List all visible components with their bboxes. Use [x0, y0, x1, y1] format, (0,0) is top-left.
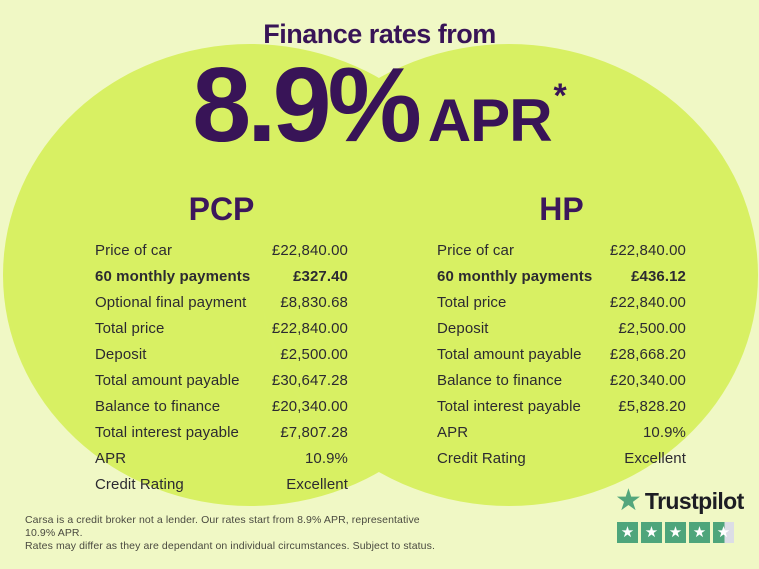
table-row	[437, 367, 686, 393]
hp-table	[437, 193, 686, 471]
table-row	[437, 419, 686, 445]
disclaimer-line-2: Rates may differ as they are dependant on individual circumstances. Subject to status.	[25, 540, 435, 553]
row-value: Excellent	[286, 475, 348, 493]
rating-star-box: ★	[641, 522, 662, 543]
pcp-table-title: PCP	[188, 191, 255, 227]
row-value: £7,807.28	[280, 423, 348, 441]
trustpilot-star-icon: ★	[615, 484, 642, 517]
table-row	[437, 263, 686, 289]
row-label: Total interest payable	[95, 423, 239, 441]
table-row	[437, 341, 686, 367]
disclaimer-text	[25, 514, 445, 553]
row-label: Total amount payable	[95, 371, 240, 389]
table-row	[95, 263, 348, 289]
row-value: £22,840.00	[271, 241, 348, 259]
rate-value: 8.9%	[192, 46, 418, 164]
pcp-table	[95, 193, 348, 497]
row-value: £22,840.00	[609, 293, 686, 311]
row-value: £28,668.20	[609, 345, 686, 363]
row-label: Credit Rating	[437, 449, 526, 467]
row-value: £22,840.00	[271, 319, 348, 337]
row-label: Balance to finance	[437, 371, 563, 389]
row-label: Deposit	[95, 345, 147, 363]
table-row	[95, 471, 348, 497]
table-row	[95, 393, 348, 419]
row-value: £2,500.00	[280, 345, 348, 363]
row-value: 10.9%	[642, 423, 686, 441]
row-label: 60 monthly payments	[95, 267, 251, 285]
row-label: APR	[95, 449, 127, 467]
row-value: £30,647.28	[271, 371, 348, 389]
row-label: Price of car	[95, 241, 173, 259]
rate-suffix: APR	[427, 87, 552, 154]
table-row	[437, 289, 686, 315]
table-row	[437, 445, 686, 471]
row-label: 60 monthly payments	[437, 267, 593, 285]
trustpilot-widget	[615, 486, 744, 543]
rating-star-box: ★	[713, 522, 734, 543]
trustpilot-rating-stars	[617, 522, 744, 543]
row-label: Total interest payable	[437, 397, 581, 415]
hero-rate	[0, 46, 759, 164]
pcp-table-rows	[95, 237, 348, 497]
row-value: £8,830.68	[280, 293, 348, 311]
row-label: Deposit	[437, 319, 489, 337]
rating-star-box: ★	[617, 522, 638, 543]
table-row	[95, 315, 348, 341]
hp-table-rows	[437, 237, 686, 471]
row-value: £436.12	[631, 267, 686, 285]
rating-star-box: ★	[665, 522, 686, 543]
hp-table-title: HP	[539, 191, 584, 227]
trustpilot-logo	[615, 486, 744, 516]
row-value: £22,840.00	[609, 241, 686, 259]
row-label: Total price	[437, 293, 507, 311]
row-label: Price of car	[437, 241, 515, 259]
row-value: 10.9%	[304, 449, 348, 467]
table-row	[437, 237, 686, 263]
table-row	[95, 419, 348, 445]
table-row	[95, 237, 348, 263]
table-row	[95, 341, 348, 367]
row-label: Total amount payable	[437, 345, 582, 363]
row-label: Optional final payment	[95, 293, 247, 311]
rate-asterisk: *	[553, 77, 567, 115]
table-row	[437, 315, 686, 341]
row-value: £327.40	[293, 267, 348, 285]
row-label: Balance to finance	[95, 397, 221, 415]
table-row	[437, 393, 686, 419]
row-value: £20,340.00	[609, 371, 686, 389]
table-row	[95, 289, 348, 315]
trustpilot-wordmark: Trustpilot	[644, 487, 744, 514]
row-label: APR	[437, 423, 469, 441]
table-row	[95, 445, 348, 471]
disclaimer-line-1: Carsa is a credit broker not a lender. Our rates start from 8.9% APR, representative 10.9% APR.	[25, 514, 420, 540]
banner-subtitle: Finance rates from	[263, 19, 496, 49]
row-label: Total price	[95, 319, 165, 337]
rating-star-box: ★	[689, 522, 710, 543]
row-label: Credit Rating	[95, 475, 184, 493]
row-value: £20,340.00	[271, 397, 348, 415]
row-value: £5,828.20	[618, 397, 686, 415]
row-value: Excellent	[624, 449, 686, 467]
table-row	[95, 367, 348, 393]
row-value: £2,500.00	[618, 319, 686, 337]
